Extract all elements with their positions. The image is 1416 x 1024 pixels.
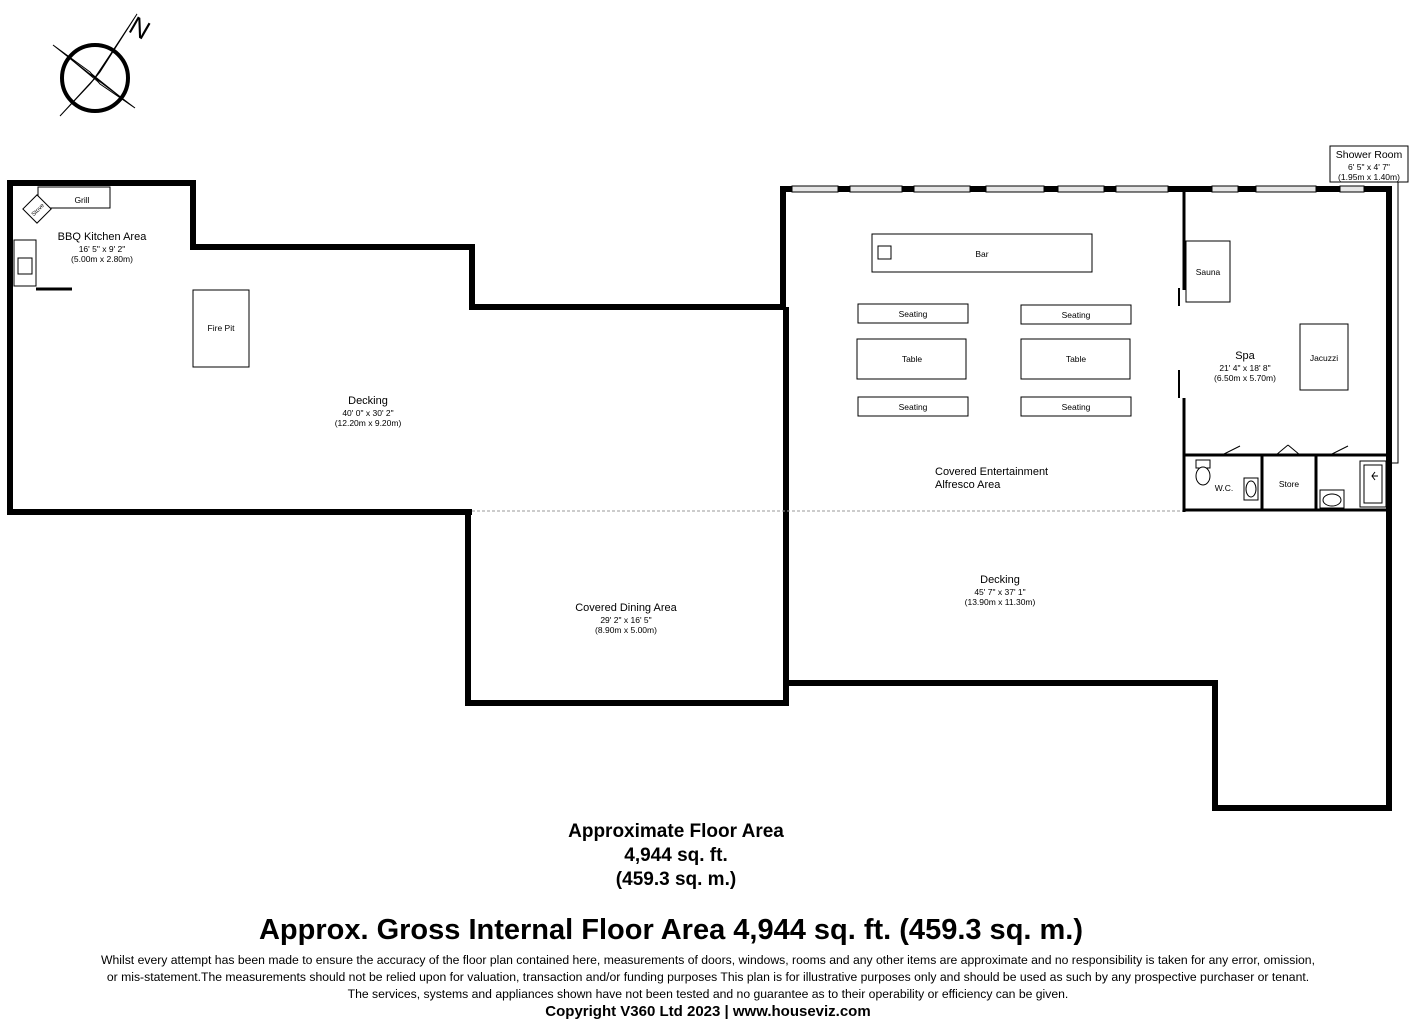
decking-right-metric: (13.90m x 11.30m) bbox=[964, 597, 1036, 607]
shower-tray-icon bbox=[1360, 461, 1386, 507]
spa-name: Spa bbox=[1235, 350, 1255, 362]
disclaimer-line3: The services, systems and appliances shown have not been tested and no guarantee as to their operability or efficiency can be given. bbox=[347, 987, 1069, 1001]
covered-entertainment-line1: Covered Entertainment bbox=[935, 466, 1049, 478]
decking-left-metric: (12.20m x 9.20m) bbox=[334, 418, 402, 428]
shower-room-imperial: 6' 5" x 4' 7" bbox=[1348, 162, 1390, 172]
bbq-kitchen-name: BBQ Kitchen Area bbox=[57, 231, 147, 243]
grill-label: Grill bbox=[74, 195, 90, 205]
seating-1-label: Seating bbox=[898, 309, 928, 319]
table-2-label: Table bbox=[1065, 354, 1087, 364]
decking-right-name: Decking bbox=[980, 574, 1020, 586]
wc-label: W.C. bbox=[1214, 483, 1234, 493]
bbq-kitchen-imperial: 16' 5" x 9' 2" bbox=[78, 244, 126, 254]
seating-2-label: Seating bbox=[1061, 310, 1091, 320]
windows bbox=[792, 186, 1364, 192]
basin-icon-2 bbox=[1320, 490, 1344, 508]
summary-sqft: 4,944 sq. ft. bbox=[624, 845, 728, 866]
summary-title: Approximate Floor Area bbox=[568, 821, 784, 842]
sauna-label: Sauna bbox=[1195, 267, 1221, 277]
table-1-label: Table bbox=[901, 354, 923, 364]
shower-room-metric: (1.95m x 1.40m) bbox=[1338, 172, 1400, 182]
gross-internal-area: Approx. Gross Internal Floor Area 4,944 sq. ft. (459.3 sq. m.) bbox=[258, 914, 1084, 946]
seating-3-label: Seating bbox=[898, 402, 928, 412]
decking-left-name: Decking bbox=[348, 395, 388, 407]
covered-dining-name: Covered Dining Area bbox=[575, 602, 677, 614]
toilet-icon bbox=[1196, 460, 1210, 485]
decking-right-imperial: 45' 7" x 37' 1" bbox=[974, 587, 1026, 597]
basin-icon bbox=[1244, 478, 1258, 500]
seating-4-label: Seating bbox=[1061, 402, 1091, 412]
compass-north-label: N bbox=[124, 10, 156, 46]
disclaimer-line2: or mis-statement.The measurements should not be relied upon for valuation, transaction and/or funding purposes This plan is for illustrative purposes only and should be used as such by any prospective purchaser or tenant. bbox=[106, 970, 1310, 984]
compass-rose-icon bbox=[53, 10, 155, 116]
decking-left-imperial: 40' 0" x 30' 2" bbox=[342, 408, 394, 418]
disclaimer-line1: Whilst every attempt has been made to ensure the accuracy of the floor plan contained here, measurements of doors, windows, rooms and any other items are approximate and no responsibility is taken for any error, omission, bbox=[101, 953, 1315, 967]
svg-text:Stove: Stove bbox=[30, 202, 46, 218]
covered-entertainment-line2: Alfresco Area bbox=[935, 479, 1001, 491]
bbq-kitchen-metric: (5.00m x 2.80m) bbox=[71, 254, 133, 264]
summary-sqm: (459.3 sq. m.) bbox=[615, 869, 737, 890]
shower-room-name: Shower Room bbox=[1335, 149, 1403, 161]
spa-metric: (6.50m x 5.70m) bbox=[1214, 373, 1276, 383]
covered-dining-metric: (8.90m x 5.00m) bbox=[595, 625, 657, 635]
bar-label: Bar bbox=[975, 249, 989, 259]
right-wing-walls bbox=[783, 189, 1389, 808]
spa-imperial: 21' 4" x 18' 8" bbox=[1219, 363, 1271, 373]
jacuzzi-label: Jacuzzi bbox=[1309, 353, 1339, 363]
covered-dining-imperial: 29' 2" x 16' 5" bbox=[600, 615, 652, 625]
copyright: Copyright V360 Ltd 2023 | www.houseviz.com bbox=[545, 1003, 871, 1020]
store-label: Store bbox=[1278, 479, 1300, 489]
fire-pit-label: Fire Pit bbox=[207, 323, 235, 333]
